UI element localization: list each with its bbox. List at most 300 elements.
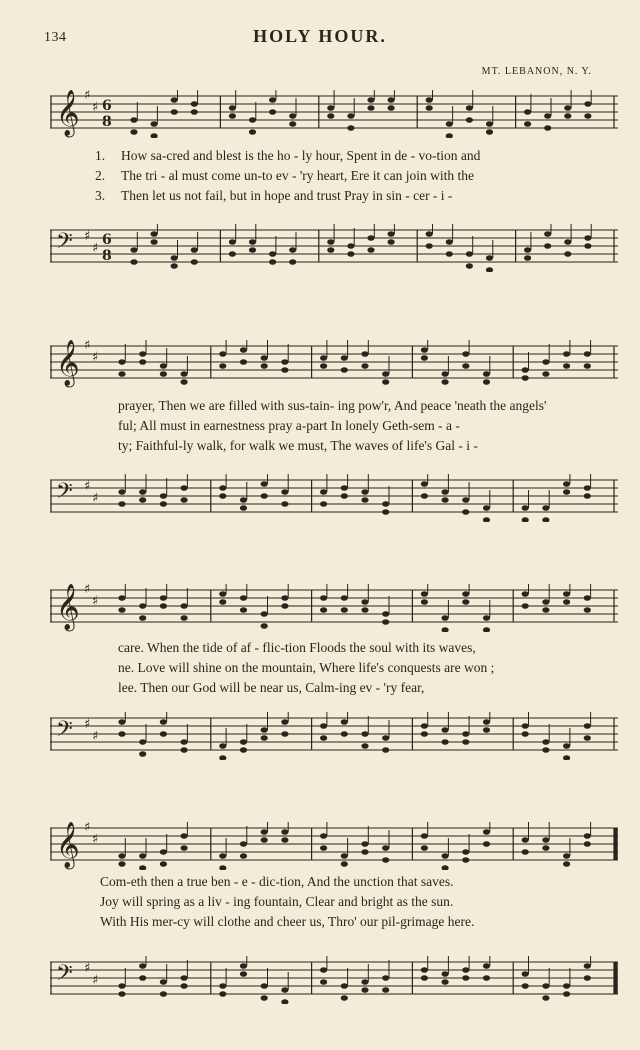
note-head (219, 865, 226, 870)
note-head (564, 105, 571, 111)
note-head (118, 489, 125, 495)
note-head (269, 109, 276, 115)
note-head (486, 267, 493, 272)
note-head (151, 231, 158, 237)
note-head (563, 481, 570, 487)
note-head (139, 489, 146, 495)
note-head (462, 599, 469, 605)
note-head (320, 595, 327, 601)
note-head (160, 371, 167, 377)
note-head (219, 983, 226, 989)
note-head (462, 497, 469, 503)
note-head (564, 239, 571, 245)
note-head (382, 501, 389, 507)
lyric-line: 2. The tri - al must come un-to ev - 'ry heart, Ere it can join with the (95, 168, 474, 183)
note-head (446, 239, 453, 245)
note-head (281, 829, 288, 835)
note-head (483, 975, 490, 981)
note-head (563, 351, 570, 357)
note-head (320, 355, 327, 361)
note-head (542, 747, 549, 753)
treble-clef-icon: 𝄞 (56, 90, 80, 136)
note-head (341, 861, 348, 867)
note-head (281, 987, 288, 993)
note-head (544, 113, 551, 119)
note-head (249, 117, 256, 123)
note-head (219, 599, 226, 605)
note-head (171, 255, 178, 261)
note-head (361, 743, 368, 749)
note-head (522, 591, 529, 597)
note-head (442, 379, 449, 385)
note-head (261, 363, 268, 369)
note-head (320, 833, 327, 839)
note-head (442, 739, 449, 745)
note-head (361, 849, 368, 855)
note-head (442, 971, 449, 977)
lyric-line: Com-eth then a true ben - e - dic-tion, And the unction that saves. (100, 874, 454, 889)
note-head (388, 231, 395, 237)
page-number: 134 (44, 30, 67, 45)
note-head (118, 595, 125, 601)
note-head (584, 235, 591, 241)
note-head (563, 599, 570, 605)
sharp-icon: ♯ (84, 90, 91, 103)
bass-clef-icon: 𝄢 (56, 229, 73, 259)
note-head (327, 247, 334, 253)
note-head (249, 129, 256, 135)
note-head (361, 363, 368, 369)
time-signature-bottom: 8 (102, 248, 112, 264)
note-head (341, 731, 348, 737)
note-head (462, 739, 469, 745)
note-head (442, 865, 449, 870)
note-head (382, 845, 389, 851)
bass-staff-system-1 (50, 224, 620, 272)
note-head (320, 501, 327, 507)
note-head (382, 379, 389, 385)
note-head (347, 251, 354, 257)
sharp-icon: ♯ (84, 822, 91, 835)
note-head (442, 371, 449, 377)
note-head (522, 971, 529, 977)
lyric-line: lee. Then our God will be near us, Calm-ing ev - 'ry fear, (118, 680, 425, 695)
note-head (584, 735, 591, 741)
note-head (442, 979, 449, 985)
note-head (563, 363, 570, 369)
note-head (160, 731, 167, 737)
note-head (361, 607, 368, 613)
note-head (361, 731, 368, 737)
note-head (261, 735, 268, 741)
note-head (388, 105, 395, 111)
note-head (139, 975, 146, 981)
note-head (421, 355, 428, 361)
note-head (347, 243, 354, 249)
note-head (341, 719, 348, 725)
note-head (462, 975, 469, 981)
note-head (240, 595, 247, 601)
note-head (130, 247, 137, 253)
note-head (289, 259, 296, 265)
note-head (442, 727, 449, 733)
note-head (544, 243, 551, 249)
note-head (382, 987, 389, 993)
note-head (421, 481, 428, 487)
note-head (483, 829, 490, 835)
note-head (462, 509, 469, 515)
note-head (281, 837, 288, 843)
bass-clef-icon: 𝄢 (56, 479, 73, 509)
note-head (446, 133, 453, 138)
note-head (240, 747, 247, 753)
note-head (160, 979, 167, 985)
note-head (544, 231, 551, 237)
note-head (483, 727, 490, 733)
note-head (240, 971, 247, 977)
note-head (118, 861, 125, 867)
note-head (367, 97, 374, 103)
note-head (118, 359, 125, 365)
note-head (240, 607, 247, 613)
note-head (486, 129, 493, 135)
lyrics-system-2 (118, 396, 638, 456)
note-head (522, 367, 529, 373)
note-head (151, 239, 158, 245)
note-head (281, 999, 288, 1004)
note-head (139, 615, 146, 621)
note-head (320, 489, 327, 495)
lyric-line: ful; All must in earnestness pray a-part In lonely Geth-sem - a - (118, 418, 460, 433)
note-head (281, 501, 288, 507)
note-head (281, 603, 288, 609)
note-head (442, 489, 449, 495)
note-head (564, 251, 571, 257)
note-head (421, 493, 428, 499)
note-head (584, 113, 591, 119)
note-head (249, 239, 256, 245)
note-head (219, 755, 226, 760)
note-head (139, 963, 146, 969)
note-head (542, 837, 549, 843)
note-head (361, 497, 368, 503)
note-head (181, 497, 188, 503)
note-head (261, 355, 268, 361)
note-head (483, 719, 490, 725)
note-head (130, 117, 137, 123)
note-head (524, 247, 531, 253)
note-head (426, 231, 433, 237)
note-head (181, 975, 188, 981)
note-head (181, 603, 188, 609)
note-head (181, 379, 188, 385)
note-head (181, 371, 188, 377)
note-head (367, 247, 374, 253)
lyrics-system-1 (95, 146, 620, 206)
note-head (361, 351, 368, 357)
note-head (563, 991, 570, 997)
note-head (261, 481, 268, 487)
treble-staff-system-3 (50, 584, 620, 632)
sharp-icon: ♯ (92, 241, 99, 256)
note-head (269, 251, 276, 257)
note-head (347, 113, 354, 119)
sharp-icon: ♯ (92, 100, 99, 115)
note-head (347, 125, 354, 131)
note-head (261, 623, 268, 629)
note-head (281, 719, 288, 725)
note-head (320, 979, 327, 985)
note-head (361, 987, 368, 993)
note-head (139, 359, 146, 365)
note-head (160, 363, 167, 369)
note-head (462, 363, 469, 369)
note-head (486, 255, 493, 261)
note-head (421, 599, 428, 605)
lyrics-system-3 (118, 638, 638, 698)
sharp-icon: ♯ (92, 491, 99, 506)
note-head (382, 975, 389, 981)
note-head (563, 591, 570, 597)
note-head (462, 849, 469, 855)
note-head (269, 97, 276, 103)
lyrics-system-4 (100, 872, 620, 932)
note-head (584, 485, 591, 491)
note-head (219, 591, 226, 597)
note-head (139, 739, 146, 745)
lyric-line: With His mer-cy will clothe and cheer us, Thro' our pil-grimage here. (100, 914, 475, 929)
note-head (483, 517, 490, 522)
note-head (367, 235, 374, 241)
note-head (240, 359, 247, 365)
note-head (542, 505, 549, 511)
note-head (563, 755, 570, 760)
note-head (483, 627, 490, 632)
note-head (289, 113, 296, 119)
note-head (542, 607, 549, 613)
note-head (261, 829, 268, 835)
note-head (542, 359, 549, 365)
note-head (522, 849, 529, 855)
note-head (219, 485, 226, 491)
lyric-line: ne. Love will shine on the mountain, Where life's conquests are won ; (118, 660, 495, 675)
treble-staff-system-2 (50, 340, 620, 388)
note-head (160, 595, 167, 601)
note-head (361, 979, 368, 985)
note-head (584, 841, 591, 847)
note-head (171, 263, 178, 269)
note-head (426, 243, 433, 249)
note-head (563, 489, 570, 495)
note-head (229, 251, 236, 257)
note-head (522, 983, 529, 989)
note-head (118, 607, 125, 613)
note-head (181, 615, 188, 621)
note-head (524, 255, 531, 261)
note-head (446, 251, 453, 257)
note-head (151, 133, 158, 138)
note-head (289, 247, 296, 253)
note-head (542, 599, 549, 605)
note-head (563, 983, 570, 989)
note-head (229, 105, 236, 111)
note-head (261, 611, 268, 617)
note-head (160, 501, 167, 507)
note-head (341, 595, 348, 601)
note-head (524, 109, 531, 115)
note-head (341, 607, 348, 613)
sharp-icon: ♯ (92, 729, 99, 744)
sharp-icon: ♯ (92, 832, 99, 847)
note-head (261, 837, 268, 843)
lyric-line: Joy will spring as a liv - ing fountain, Clear and bright as the sun. (100, 894, 454, 909)
note-head (522, 505, 529, 511)
note-head (584, 595, 591, 601)
note-head (341, 983, 348, 989)
note-head (219, 853, 226, 859)
note-head (269, 259, 276, 265)
note-head (181, 983, 188, 989)
lyric-line: prayer, Then we are filled with sus-tain- ing pow'r, And peace 'neath the angels' (118, 398, 547, 413)
note-head (139, 865, 146, 870)
note-head (281, 367, 288, 373)
note-head (320, 967, 327, 973)
time-signature-bottom: 8 (102, 114, 112, 130)
note-head (361, 599, 368, 605)
sharp-icon: ♯ (92, 350, 99, 365)
sharp-icon: ♯ (84, 479, 91, 494)
note-head (584, 243, 591, 249)
note-head (462, 591, 469, 597)
note-head (563, 853, 570, 859)
time-signature-top: 6 (102, 98, 112, 114)
note-head (382, 619, 389, 625)
note-head (462, 967, 469, 973)
note-head (361, 841, 368, 847)
note-head (564, 113, 571, 119)
note-head (130, 259, 137, 265)
note-head (261, 983, 268, 989)
treble-staff-system-1 (50, 90, 620, 138)
note-head (542, 517, 549, 522)
note-head (327, 105, 334, 111)
note-head (584, 975, 591, 981)
note-head (522, 731, 529, 737)
note-head (466, 251, 473, 257)
note-head (219, 493, 226, 499)
note-head (219, 363, 226, 369)
note-head (139, 497, 146, 503)
note-head (442, 853, 449, 859)
note-head (160, 849, 167, 855)
note-head (522, 837, 529, 843)
note-head (160, 603, 167, 609)
note-head (563, 861, 570, 867)
note-head (421, 723, 428, 729)
note-head (584, 351, 591, 357)
note-head (466, 117, 473, 123)
note-head (421, 833, 428, 839)
note-head (382, 747, 389, 753)
note-head (483, 505, 490, 511)
note-head (522, 517, 529, 522)
note-head (388, 239, 395, 245)
bass-clef-icon: 𝄢 (56, 717, 73, 747)
note-head (229, 239, 236, 245)
note-head (240, 505, 247, 511)
note-head (421, 975, 428, 981)
note-head (191, 109, 198, 115)
note-head (483, 371, 490, 377)
note-head (320, 845, 327, 851)
note-head (151, 121, 158, 127)
note-head (118, 991, 125, 997)
note-head (466, 105, 473, 111)
note-head (542, 371, 549, 377)
note-head (542, 845, 549, 851)
note-head (341, 853, 348, 859)
note-head (160, 719, 167, 725)
note-head (341, 995, 348, 1001)
note-head (118, 501, 125, 507)
note-head (181, 845, 188, 851)
note-head (118, 983, 125, 989)
lyric-line: care. When the tide of af - flic-tion Floods the soul with its waves, (118, 640, 476, 655)
note-head (240, 497, 247, 503)
note-head (240, 347, 247, 353)
sharp-icon: ♯ (84, 340, 91, 353)
note-head (542, 739, 549, 745)
note-head (219, 351, 226, 357)
note-head (320, 363, 327, 369)
note-head (584, 963, 591, 969)
note-head (320, 735, 327, 741)
note-head (219, 991, 226, 997)
note-head (388, 97, 395, 103)
note-head (522, 375, 529, 381)
note-head (462, 351, 469, 357)
hymn-attribution: MT. LEBANON, N. Y. (481, 66, 592, 77)
note-head (442, 627, 449, 632)
note-head (281, 489, 288, 495)
note-head (261, 995, 268, 1001)
note-head (584, 833, 591, 839)
note-head (219, 743, 226, 749)
note-head (584, 607, 591, 613)
treble-clef-icon: 𝄞 (56, 340, 80, 386)
bass-staff-system-2 (50, 474, 620, 522)
note-head (160, 861, 167, 867)
note-head (249, 247, 256, 253)
note-head (426, 97, 433, 103)
note-head (544, 125, 551, 131)
note-head (522, 723, 529, 729)
note-head (361, 489, 368, 495)
note-head (320, 607, 327, 613)
note-head (281, 595, 288, 601)
note-head (191, 259, 198, 265)
note-head (341, 355, 348, 361)
note-head (421, 967, 428, 973)
note-head (421, 591, 428, 597)
note-head (442, 615, 449, 621)
note-head (584, 723, 591, 729)
page-title: HOLY HOUR. (253, 26, 387, 46)
time-signature-top: 6 (102, 232, 112, 248)
note-head (139, 603, 146, 609)
note-head (181, 747, 188, 753)
note-head (442, 497, 449, 503)
